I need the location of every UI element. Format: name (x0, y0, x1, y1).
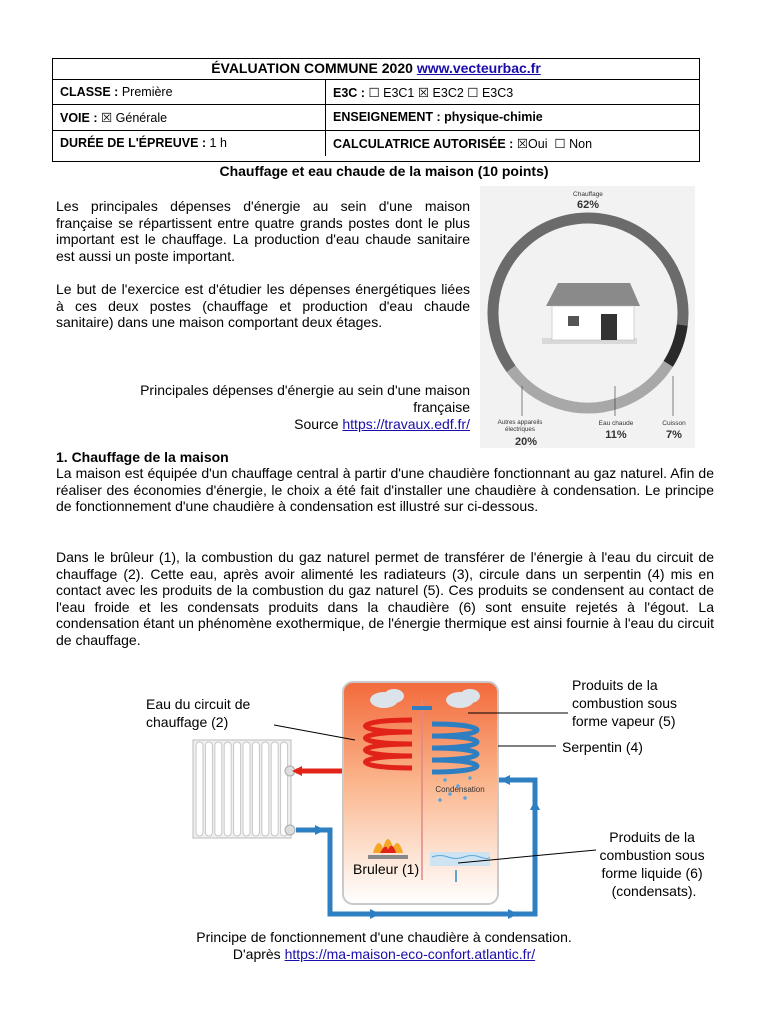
chart-value-cuisson: 7% (666, 429, 682, 441)
diagram-caption-line1: Principe de fonctionnement d'une chaudière à condensation. (196, 929, 572, 945)
calc-value: ☒Oui ☐ Non (516, 137, 593, 151)
boiler-diagram (0, 670, 768, 930)
classe-label: CLASSE : (60, 85, 119, 99)
radiator-fin (271, 742, 278, 836)
header-row-voie (53, 104, 699, 130)
header-row-classe (53, 79, 699, 105)
duree-label: DURÉE DE L'ÉPREUVE : (60, 136, 207, 150)
voie-label: VOIE : (60, 111, 98, 125)
diagram-caption (0, 929, 768, 963)
pie-source-link[interactable]: https://travaux.edf.fr/ (342, 416, 470, 432)
label-bruleur: Bruleur (1) (353, 861, 420, 877)
intro-paragraph-1: Les principales dépenses d'énergie au sein d'une maison française se répartissent entre quatre grands postes dont le plus important est le chauffage. La production d'eau chaude sanitaire est aussi un poste important. (56, 198, 470, 264)
intro-paragraph-2: Le but de l'exercice est d'étudier les dépenses énergétiques liées à ces deux postes (chauffage et production d'eau chaude sanitaire) dans une maison comportant deux étages. (56, 281, 470, 330)
label-serpentin: Serpentin (4) (562, 739, 643, 755)
calc-label: CALCULATRICE AUTORISÉE : (333, 137, 514, 151)
classe-value: Première (121, 85, 173, 99)
voie-value: ☒ Générale (101, 111, 168, 125)
radiator (193, 740, 295, 838)
enseignement-label: ENSEIGNEMENT : physique-chimie (333, 110, 543, 124)
diagram-caption-prefix: D'après (232, 946, 281, 962)
header-table (52, 58, 700, 162)
radiator-fin (205, 742, 212, 836)
part1-heading: 1. Chauffage de la maison (56, 449, 229, 465)
chart-value-autres: 20% (514, 436, 538, 448)
radiator-fin (234, 742, 241, 836)
label-liquide: Produits de la combustion sous forme liquide (6) (condensats). (599, 829, 705, 899)
radiator-fin (281, 742, 288, 836)
chart-label-cuisson: Cuisson (662, 420, 686, 427)
pie-caption-line1: Principales dépenses d'énergie au sein d'une maison (140, 382, 470, 398)
header-title-text: ÉVALUATION COMMUNE 2020 (211, 60, 413, 76)
radiator-fin (224, 742, 231, 836)
condensation-label: Condensation (435, 785, 485, 794)
part1-paragraph-2: Dans le brûleur (1), la combustion du gaz naturel permet de transférer de l'énergie à l'eau du circuit de chauffage (2). Cette eau, après avoir alimenté les radiateurs (3), circule dans un serpentin (4) mis en contact avec les produits de la combustion du gaz naturel (5). Ces produits se condensent au contact de l'eau froide et les condensats produits dans la chaudière (6) sont ensuite rejetés à l'égout. La condensation étant un phénomène exothermique, de l'énergie thermique est ainsi fournie à l'eau du circuit de chauffage. (56, 549, 714, 648)
header-row-duree (53, 130, 699, 156)
pie-source-label: Source (294, 416, 339, 432)
duree-value: 1 h (209, 136, 227, 150)
radiator-fin (262, 742, 269, 836)
chart-label-autres: Autres appareils électriques (497, 419, 543, 433)
diagram-caption-link[interactable]: https://ma-maison-eco-confort.atlantic.fr/ (284, 946, 536, 962)
pie-caption-line2: française (413, 399, 470, 415)
e3c-value: ☐ E3C1 ☒ E3C2 ☐ E3C3 (368, 86, 514, 100)
chart-value-eau-chaude: 11% (605, 429, 627, 441)
radiator-fin (196, 742, 203, 836)
header-title-link[interactable]: www.vecteurbac.fr (416, 60, 541, 76)
radiator-fin (215, 742, 222, 836)
e3c-label: E3C : (333, 86, 365, 100)
header-title (53, 60, 699, 76)
chart-label-chauffage: Chauffage (573, 191, 603, 198)
label-eau-circuit: Eau du circuit de chauffage (2) (146, 696, 251, 730)
house-illustration (542, 283, 640, 344)
radiator-fin (243, 742, 250, 836)
label-vapeur: Produits de la combustion sous forme vapeur (5) (572, 677, 678, 729)
energy-chart (480, 186, 695, 448)
section-title: Chauffage et eau chaude de la maison (10 points) (219, 163, 549, 179)
chart-value-chauffage: 62% (576, 199, 600, 211)
part1-paragraph-1: La maison est équipée d'un chauffage central à partir d'une chaudière fonctionnant au gaz naturel. Afin de réaliser des économies d'énergie, le choix a été fait d'installer une chaudière à condensation. Le principe de fonctionnement d'une chaudière à condensation est illustré sur ci-dessous. (56, 465, 714, 514)
pie-caption (56, 382, 470, 433)
chart-label-eau-chaude: Eau chaude (598, 420, 634, 427)
radiator-fin (252, 742, 259, 836)
